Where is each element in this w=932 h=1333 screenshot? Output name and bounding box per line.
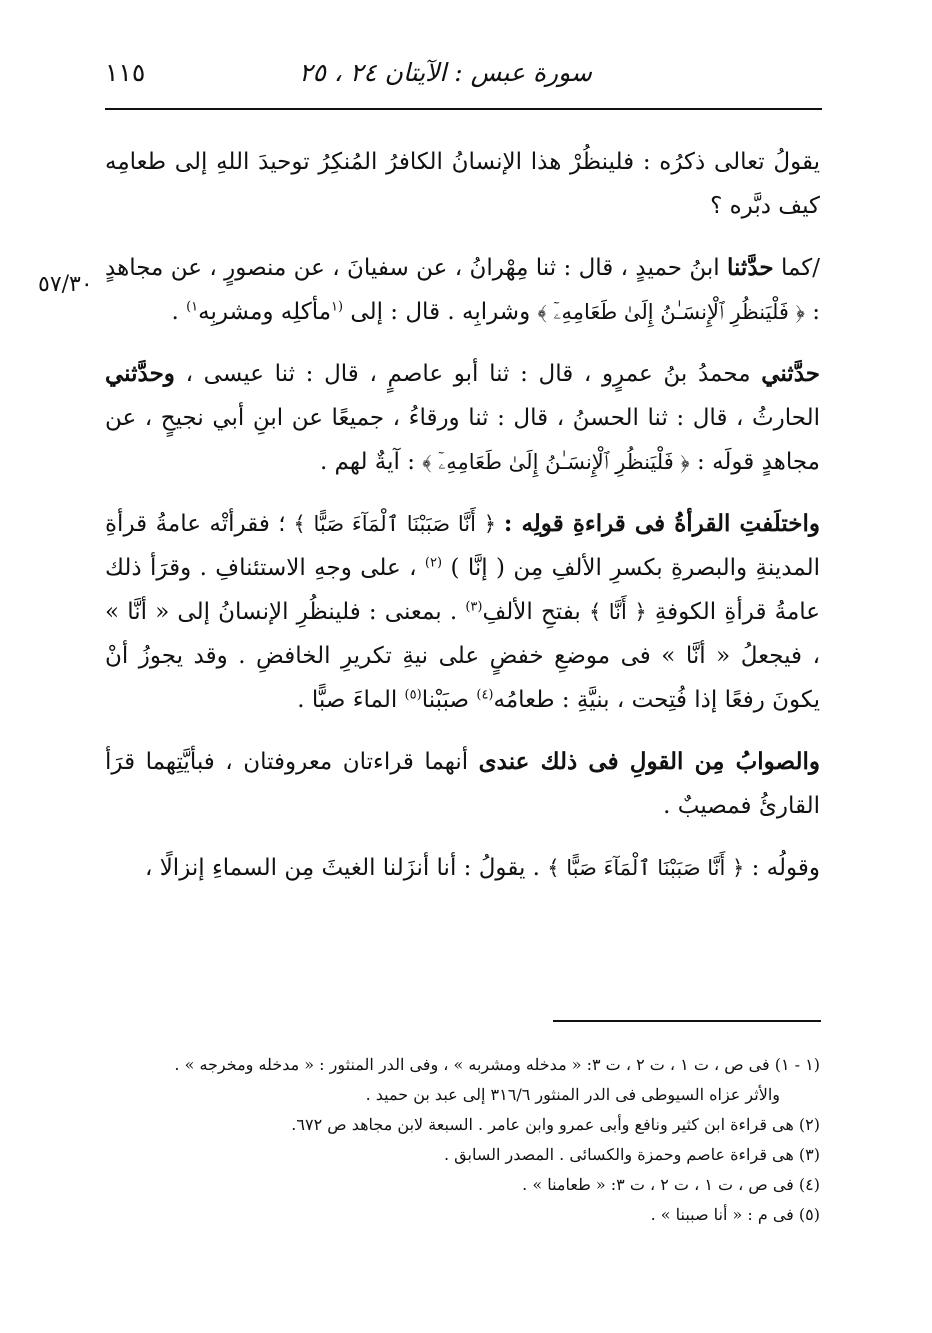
p4-footnote-marker-3: (٣)	[465, 599, 483, 615]
paragraph-6	[105, 846, 820, 890]
paragraph-4	[105, 502, 820, 722]
p4-a: ؛ فقرأتْه عامةُ قرأةِ المدينةِ والبصرةِ بكسرِ الألفِ مِن ( إنَّا )	[105, 511, 820, 581]
p3-quran-quote: ﴿ فَلْيَنظُرِ ٱلْإِنسَـٰنُ إِلَىٰ طَعَامِهِۦٓ ﴾	[422, 450, 690, 474]
footnote-3: (٣) هى قراءة عاصم وحمزة والكسائى . المصدر السابق .	[443, 1145, 820, 1164]
p5-bold: والصوابُ مِن القولِ فى ذلك عندى	[478, 748, 820, 775]
p4-bold: واختلَفتِ القرأةُ فى قراءةِ قولِه :	[503, 510, 820, 537]
p2-rest: ابنُ حميدٍ ، قال : ثنا مِهْرانُ ، عن سفيانَ ، عن منصورٍ ، عن مجاهدٍ :	[105, 255, 820, 325]
p2-lead: /كما	[773, 255, 820, 281]
p2-end: .	[171, 299, 187, 325]
footnote-5: (٥) فى م : « أنا صببنا » .	[650, 1205, 820, 1224]
footnotes	[105, 1050, 820, 1230]
footnote-2: (٢) هى قراءة ابن كثير ونافع وأبى عمرو وابن عامر . السبعة لابن مجاهد ص ٦٧٢.	[291, 1115, 820, 1134]
p4-footnote-marker-4: (٤)	[476, 687, 494, 703]
header-title: سورة عبس : الآيتان ٢٤ ، ٢٥	[299, 58, 592, 87]
p3-bold-1: حدَّثني	[761, 360, 820, 387]
p4-quran-quote-2: ﴿ أَنَّا ﴾	[588, 600, 647, 624]
page-number: ١١٥	[105, 58, 146, 87]
p3-a: محمدُ بنُ عمرٍو ، قال : ثنا أبو عاصمٍ ، قال : ثنا عيسى ،	[174, 361, 762, 387]
p4-f: الماءَ صبًّا .	[297, 687, 405, 713]
p6-b: . يقولُ : أنا أنزَلنا الغيثَ مِن السماءِ إنزالًا ،	[144, 855, 548, 881]
p3-b: الحارثُ ، قال : ثنا الحسنُ ، قال : ثنا ورقاءُ ، جميعًا عن ابنِ أبي نجيحٍ ، عن مجاهدٍ قولَه :	[105, 405, 820, 475]
running-header	[105, 58, 822, 98]
margin-reference: ٥٧/٣٠	[38, 272, 93, 297]
p3-bold-2: وحدَّثني	[105, 360, 175, 387]
footnote-1-continuation: والأثر عزاه السيوطى فى الدر المنثور ٣١٦/٦ إلى عبد بن حميد .	[365, 1085, 780, 1104]
p2-after: وشرابِه . قال : إلى	[343, 299, 538, 325]
p3-end: : آيةٌ لهم .	[319, 449, 423, 475]
p2-footnote-marker-open: (١	[331, 299, 344, 315]
paragraph-3	[105, 352, 820, 484]
paragraph-5	[105, 740, 820, 828]
paragraph-1-text: يقولُ تعالى ذكرُه : فلينظُرْ هذا الإنسانُ الكافرُ المُنكِرُ توحيدَ اللهِ إلى طعامِه كيف دبَّره ؟	[105, 149, 820, 219]
p4-c: بفتحِ الألفِ	[482, 599, 589, 625]
p6-quran-quote: ﴿ أَنَّا صَبَبْنَا ٱلْمَآءَ صَبًّا ﴾	[547, 856, 745, 880]
footnote-4: (٤) فى ص ، ت ١ ، ت ٢ ، ت ٣: « طعامنا » .	[522, 1175, 820, 1194]
main-text	[105, 140, 820, 908]
p2-footnote-marker-close: ١)	[186, 299, 199, 315]
footnote-rule	[553, 1020, 821, 1022]
p4-quran-quote-1: ﴿ أَنَّا صَبَبْنَا ٱلْمَآءَ صَبًّا ﴾	[285, 512, 504, 536]
p6-a: وقولُه :	[744, 855, 820, 881]
paragraph-1	[105, 140, 820, 228]
p4-footnote-marker-5: (٥)	[404, 687, 422, 703]
p2-footnoted-text: مأكلِه ومشربِه	[198, 299, 332, 325]
footnote-1: (١ - ١) فى ص ، ت ١ ، ت ٢ ، ت ٣: « مدخله ومشربه » ، وفى الدر المنثور : « مدخله ومخرجه » .	[174, 1055, 820, 1074]
p4-e: صبَبْنا	[421, 687, 477, 713]
p2-quran-quote: ﴿ فَلْيَنظُرِ ٱلْإِنسَـٰنُ إِلَىٰ طَعَامِهِۦٓ ﴾	[537, 300, 805, 324]
paragraph-2	[105, 246, 820, 334]
p4-d: . بمعنى : فلينظُرِ الإنسانُ إلى « أنَّا » ، فيجعلُ « أنَّا » فى موضعِ خفضٍ على نيةِ تكريرِ الخافضِ . وقد يجوزُ أنْ يكونَ رفعًا إذا فُتِحت ، بنيَّةِ : طعامُه	[105, 599, 820, 713]
p4-footnote-marker-2: (٢)	[424, 555, 443, 571]
p2-bold: حدَّثنا	[726, 254, 774, 281]
p5-rest: أنهما قراءتان معروفتان ، فبأيَّتِهما قرَأ القارئُ فمصيبٌ .	[105, 749, 820, 819]
p4-b: ، على وجهِ الاستئنافِ . وقرَأ ذلك عامةُ قرأةِ الكوفةِ	[105, 555, 820, 625]
header-rule	[105, 108, 822, 110]
